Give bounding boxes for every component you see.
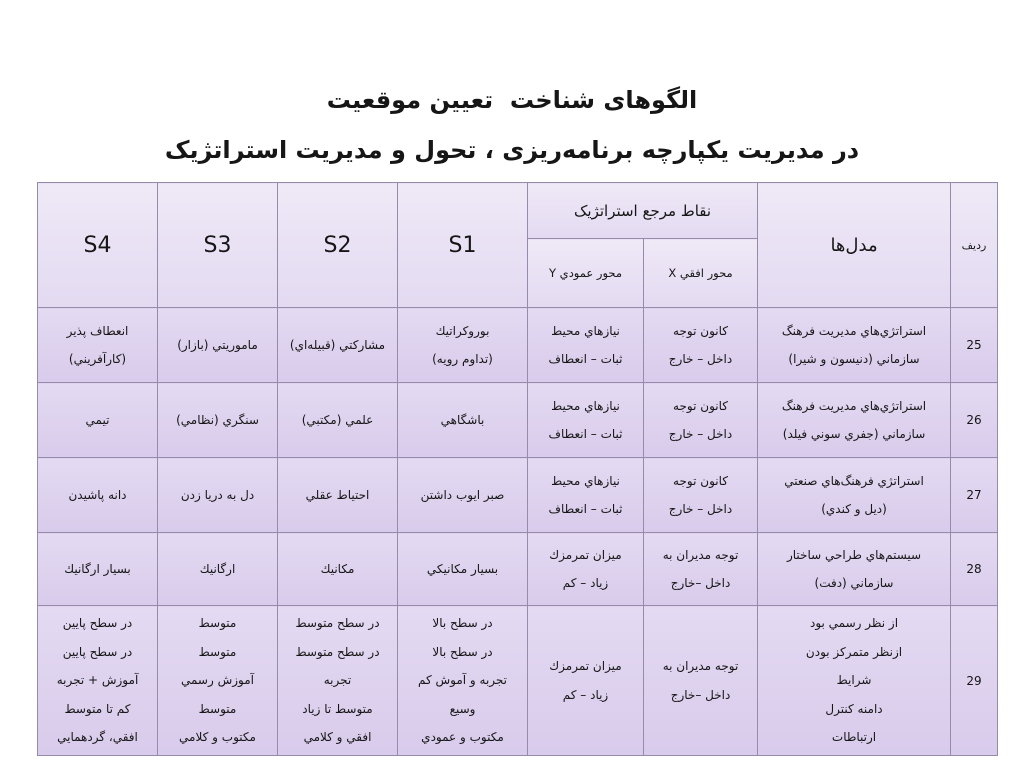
cell-s2	[278, 606, 398, 756]
cell-line: دل به دريا زدن	[180, 487, 255, 502]
cell-line: باشگاهي	[440, 412, 485, 427]
cell-x-axis	[644, 308, 758, 383]
cell-line: بسيار ارگانيك	[64, 561, 131, 576]
cell-line: ثبات – انعطاف	[548, 427, 623, 441]
cell-s2	[278, 458, 398, 533]
cell-line: ميزان تمرمزك	[549, 547, 622, 562]
cell-s2	[278, 533, 398, 606]
cell-line: داخل – خارج	[668, 427, 733, 441]
cell-line: متوسط	[198, 644, 237, 659]
cell-line: متوسط	[198, 701, 237, 716]
table-body	[38, 308, 998, 756]
cell-line: كم تا متوسط	[64, 701, 131, 716]
cell-line: در سطح متوسط	[295, 644, 380, 659]
cell-line: سازماني (دفت)	[814, 576, 894, 590]
header-s1: S1	[398, 183, 528, 308]
header-row-top	[38, 183, 998, 239]
cell-line: سيستم‌هاي طراحي ساختار	[786, 547, 922, 562]
cell-model	[758, 383, 951, 458]
header-s4: S4	[38, 183, 158, 308]
header-x-axis: محور افقي X	[644, 239, 758, 308]
cell-line: علمي (مكتبي)	[301, 412, 374, 427]
cell-line: در سطح بالا	[432, 616, 493, 631]
cell-line: دامنه كنترل	[825, 701, 883, 716]
cell-line: دانه پاشيدن	[68, 487, 127, 502]
strategy-patterns-table	[37, 182, 998, 756]
cell-line: نيازهاي محيط	[551, 398, 620, 413]
cell-line: نيازهاي محيط	[551, 323, 620, 338]
cell-line: بوروكراتيك	[435, 323, 490, 338]
header-y-axis: محور عمودي Y	[528, 239, 644, 308]
cell-line: تيمي	[85, 412, 110, 427]
cell-line: مشاركتي (قبيله‌اي)	[289, 337, 386, 352]
cell-line: در سطح پايين	[62, 616, 133, 631]
cell-line: متوسط	[198, 616, 237, 631]
header-s2: S2	[278, 183, 398, 308]
cell-no	[951, 383, 998, 458]
cell-s4	[38, 606, 158, 756]
cell-s1	[398, 533, 528, 606]
cell-line: تجربه	[323, 673, 352, 688]
header-reference-points: نقاط مرجع استراتژیک	[528, 183, 758, 239]
cell-y-axis	[528, 533, 644, 606]
cell-y-axis	[528, 308, 644, 383]
cell-no	[951, 308, 998, 383]
page-title-line-2: در مدیریت یکپارچه برنامه‌ریزی ، تحول و مدیریت استراتژیک	[164, 136, 860, 164]
page-title-line-1: الگوهای شناخت تعیین موقعیت	[326, 86, 698, 114]
table-row	[38, 383, 998, 458]
header-s3: S3	[158, 183, 278, 308]
cell-y-axis	[528, 458, 644, 533]
cell-line: در سطح پايين	[62, 644, 133, 659]
cell-s2	[278, 308, 398, 383]
cell-model	[758, 606, 951, 756]
table-row	[38, 533, 998, 606]
cell-line: تجربه و آموش كم	[417, 673, 508, 688]
header-row-number: ردیف	[951, 183, 998, 308]
cell-no	[951, 458, 998, 533]
cell-line: داخل –خارج	[670, 576, 731, 590]
cell-x-axis	[644, 383, 758, 458]
cell-line: ارتباطات	[831, 730, 877, 745]
cell-line: كانون توجه	[673, 323, 728, 338]
cell-s3	[158, 383, 278, 458]
cell-s4	[38, 308, 158, 383]
cell-line: متوسط تا زياد	[302, 701, 373, 716]
cell-line: داخل – خارج	[668, 352, 733, 366]
cell-no	[951, 533, 998, 606]
cell-line: استراتژي‌هاي مديريت فرهنگ	[781, 323, 927, 338]
cell-line: ميزان تمرمزك	[549, 659, 622, 673]
cell-no	[951, 606, 998, 756]
cell-line: مكتوب و كلامي	[179, 730, 256, 745]
cell-line: بسيار مكانيكي	[426, 561, 499, 576]
cell-line: (تداوم رويه)	[432, 352, 493, 366]
cell-line: ماموريتي (بازار)	[177, 337, 258, 352]
cell-line: شرايط	[836, 673, 872, 688]
cell-line: افقي، گردهمايي	[57, 730, 138, 745]
cell-s1	[398, 383, 528, 458]
row-number: 25	[966, 338, 982, 352]
cell-line: آموزش رسمي	[180, 673, 254, 688]
row-number: 29	[966, 673, 982, 688]
table-row	[38, 458, 998, 533]
cell-model	[758, 533, 951, 606]
cell-line: ثبات – انعطاف	[548, 352, 623, 366]
cell-line: داخل –خارج	[670, 687, 731, 702]
row-number: 28	[966, 562, 982, 576]
cell-s2	[278, 383, 398, 458]
cell-line: ثبات – انعطاف	[548, 502, 623, 516]
cell-x-axis	[644, 606, 758, 756]
cell-s3	[158, 308, 278, 383]
cell-line: توجه مديران به	[662, 547, 739, 562]
cell-line: مكتوب و عمودي	[421, 730, 504, 745]
cell-s3	[158, 606, 278, 756]
cell-line: وسيع	[449, 701, 476, 716]
cell-s3	[158, 533, 278, 606]
cell-model	[758, 308, 951, 383]
cell-line: احتياط عقلي	[305, 487, 370, 502]
cell-line: (ديل و كندي)	[821, 502, 887, 516]
cell-line: در سطح متوسط	[295, 616, 380, 631]
cell-s1	[398, 606, 528, 756]
cell-line: استراتژي‌هاي مديريت فرهنگ	[781, 398, 927, 413]
header-models: مدل‌ها	[758, 183, 951, 308]
cell-line: سنگري (نظامي)	[176, 412, 259, 427]
cell-line: انعطاف پذير	[66, 323, 129, 338]
cell-s4	[38, 383, 158, 458]
cell-model	[758, 458, 951, 533]
cell-line: افقي و كلامي	[303, 730, 372, 745]
cell-line: زياد – كم	[562, 576, 609, 590]
slide-title	[0, 75, 1024, 175]
cell-line: توجه مديران به	[662, 659, 739, 673]
cell-line: (كارآفريني)	[68, 352, 127, 366]
cell-line: سازماني (دنيسون و شيرا)	[788, 352, 920, 366]
cell-s1	[398, 458, 528, 533]
cell-line: در سطح بالا	[432, 644, 493, 659]
cell-y-axis	[528, 383, 644, 458]
cell-line: استراتژي فرهنگ‌هاي صنعتي	[784, 473, 924, 488]
cell-line: آموزش + تجربه	[56, 673, 139, 688]
cell-line: داخل – خارج	[668, 502, 733, 516]
cell-line: صبر ايوب داشتن	[420, 487, 505, 502]
cell-s4	[38, 533, 158, 606]
row-number: 27	[966, 488, 982, 502]
table-row	[38, 606, 998, 756]
cell-line: سازماني (جفري سوني فيلد)	[782, 427, 926, 441]
cell-line: زياد – كم	[562, 687, 609, 702]
cell-x-axis	[644, 533, 758, 606]
cell-s1	[398, 308, 528, 383]
cell-y-axis	[528, 606, 644, 756]
table-row	[38, 308, 998, 383]
cell-line: كانون توجه	[673, 473, 728, 488]
cell-line: مكانيك	[320, 561, 355, 576]
cell-x-axis	[644, 458, 758, 533]
cell-line: از نظر رسمي بود	[809, 616, 899, 631]
row-number: 26	[966, 413, 982, 427]
cell-s4	[38, 458, 158, 533]
cell-line: ارگانيك	[199, 561, 236, 576]
cell-s3	[158, 458, 278, 533]
cell-line: نيازهاي محيط	[551, 473, 620, 488]
cell-line: كانون توجه	[673, 398, 728, 413]
table-header	[38, 183, 998, 308]
cell-line: ازنظر متمركز بودن	[805, 644, 903, 659]
